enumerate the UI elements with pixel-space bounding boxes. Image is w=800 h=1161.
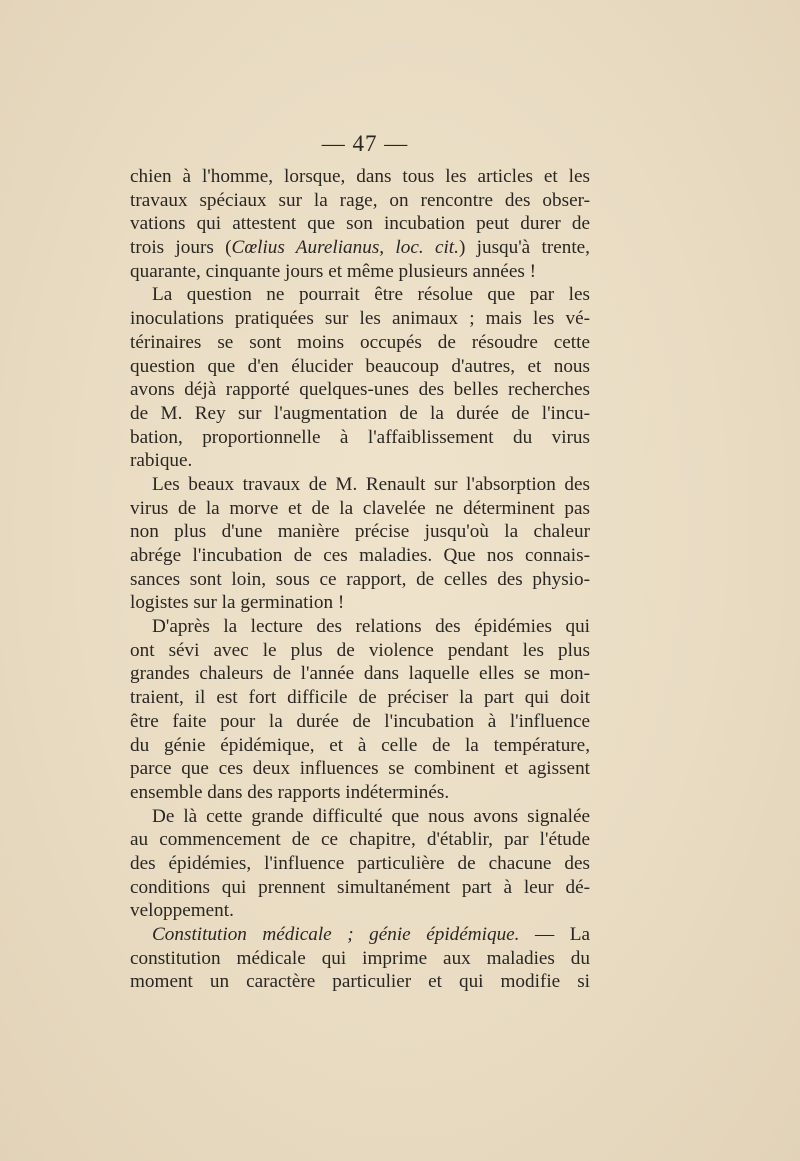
text-segment: abrége l'incubation de ces maladies. Que nos connais- <box>130 545 590 566</box>
text-line <box>130 686 590 710</box>
text-line <box>130 568 590 592</box>
text-segment: grandes chaleurs de l'année dans laquelle elles se mon- <box>130 663 590 685</box>
text-line <box>130 260 590 284</box>
text-line <box>130 283 590 307</box>
text-line <box>130 165 590 189</box>
text-segment: virus de la morve et de la clavelée ne déterminent pas <box>130 497 590 519</box>
text-line <box>130 947 590 971</box>
text-line <box>130 781 590 805</box>
text-segment: de M. Rey sur l'augmentation de la durée de l'incu- <box>130 402 590 424</box>
italic-text: Constitution médicale ; génie épidémique. <box>152 924 520 945</box>
text-line <box>130 544 590 568</box>
text-segment: La question ne pourrait être résolue que par les <box>152 284 590 306</box>
text-line <box>130 307 590 331</box>
text-segment: des épidémies, l'influence particulière de chacune des <box>130 852 590 874</box>
text-line <box>130 473 590 497</box>
text-segment: ensemble dans des rapports indéterminés. <box>130 781 450 803</box>
text-segment: inoculations pratiquées sur les animaux ; mais les vé- <box>130 308 590 330</box>
text-line <box>130 757 590 781</box>
text-line <box>130 236 590 260</box>
paragraph <box>130 923 590 994</box>
text-line <box>130 331 590 355</box>
text-line <box>130 449 590 473</box>
paragraph <box>130 615 590 805</box>
text-segment: traient, il est fort difficile de préciser la part qui doit <box>130 687 590 709</box>
text-line <box>130 970 590 994</box>
italic-text: Cœlius Aurelianus, loc. cit. <box>231 237 459 259</box>
text-segment: De là cette grande difficulté que nous avons signalée <box>152 805 590 827</box>
text-segment: parce que ces deux influences se combinent et agissent <box>130 758 590 780</box>
text-segment: chien à l'homme, lorsque, dans tous les articles et les <box>130 166 590 187</box>
text-line <box>130 402 590 426</box>
text-line <box>130 662 590 686</box>
text-line <box>130 189 590 213</box>
text-segment: travaux spéciaux sur la rage, on rencontre des obser- <box>130 189 590 211</box>
text-segment: conditions qui prennent simultanément part à leur dé- <box>130 876 590 898</box>
text-segment: térinaires se sont moins occupés de résoudre cette <box>130 331 590 353</box>
text-line <box>130 734 590 758</box>
text-line <box>130 805 590 829</box>
text-segment: bation, proportionnelle à l'affaiblissement du virus <box>130 426 590 448</box>
text-line <box>130 899 590 923</box>
text-line <box>130 591 590 615</box>
text-segment: ont sévi avec le plus de violence pendant les plus <box>130 639 590 661</box>
text-line <box>130 378 590 402</box>
paragraph <box>130 805 590 923</box>
text-line <box>130 212 590 236</box>
text-segment: avons déjà rapporté quelques-unes des belles recherches <box>130 379 590 401</box>
text-segment: D'après la lecture des relations des épidémies qui <box>152 616 590 638</box>
text-line <box>130 497 590 521</box>
text-segment: quarante, cinquante jours et même plusieurs années ! <box>130 260 536 282</box>
paragraph <box>130 473 590 615</box>
text-segment: trois jours ( <box>130 237 232 259</box>
text-line <box>130 355 590 379</box>
text-segment: veloppement. <box>130 900 234 922</box>
text-line <box>130 639 590 663</box>
page-number: — 47 — <box>321 131 409 156</box>
text-line <box>130 615 590 639</box>
text-segment: rabique. <box>130 450 193 472</box>
text-segment: constitution médicale qui imprime aux maladies du <box>130 947 590 969</box>
text-line <box>130 828 590 852</box>
paragraph <box>130 283 590 473</box>
text-segment: logistes sur la germination ! <box>130 592 345 614</box>
text-segment: moment un caractère particulier et qui modifie si <box>130 971 590 993</box>
text-segment: non plus d'une manière précise jusqu'où la chaleur <box>130 521 590 543</box>
text-line <box>130 923 590 947</box>
paragraph <box>130 165 590 283</box>
text-segment: au commencement de ce chapitre, d'établir, par l'étude <box>130 829 590 851</box>
text-line <box>130 876 590 900</box>
text-segment: du génie épidémique, et à celle de la température, <box>130 734 590 756</box>
text-segment: ) jusqu'à trente, <box>458 237 590 259</box>
text-line <box>130 710 590 734</box>
text-segment: vations qui attestent que son incubation peut durer de <box>130 213 590 235</box>
text-line <box>130 520 590 544</box>
text-segment: Les beaux travaux de M. Renault sur l'absorption des <box>152 473 590 495</box>
text-segment: — La <box>519 924 590 945</box>
text-line <box>130 426 590 450</box>
text-segment: question que d'en élucider beaucoup d'autres, et nous <box>130 355 590 377</box>
text-segment: sances sont loin, sous ce rapport, de celles des physio- <box>130 568 590 590</box>
body-text <box>130 165 590 994</box>
text-segment: être faite pour la durée de l'incubation à l'influence <box>130 710 590 732</box>
text-line <box>130 852 590 876</box>
